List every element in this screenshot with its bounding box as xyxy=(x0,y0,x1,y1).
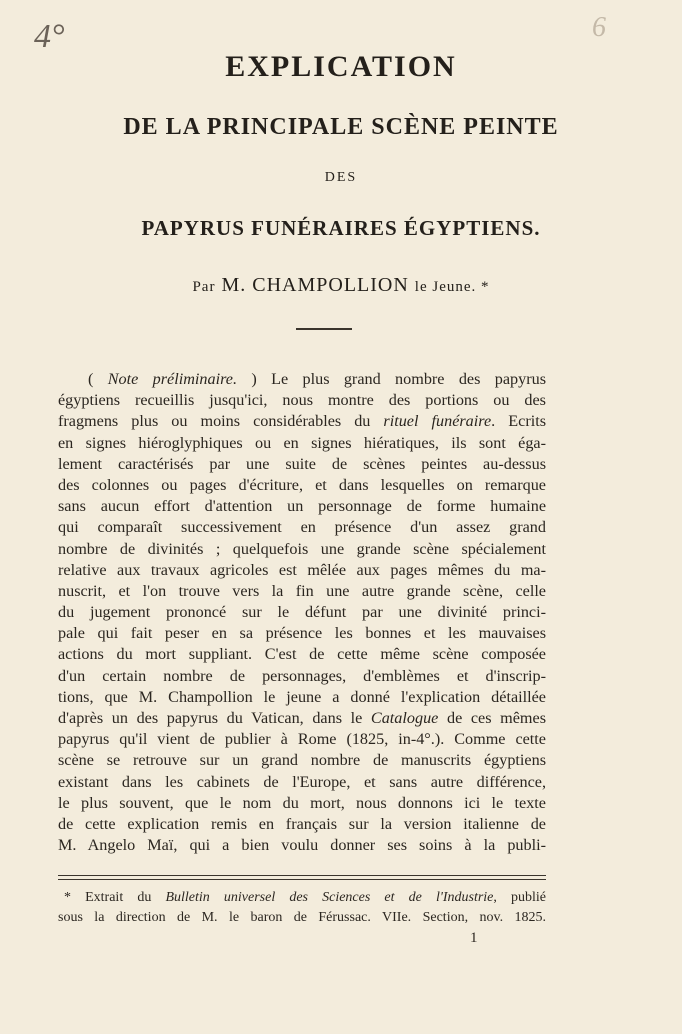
body-line: pale qui fait peser en sa présence les bonnes et les mauvaises xyxy=(58,624,546,643)
body-paragraph xyxy=(58,369,546,856)
body-line: nombre de divinités ; quelquefois une grande scène spécialement xyxy=(58,539,546,558)
body-line: actions du mort suppliant. C'est de cette même scène composée xyxy=(58,645,546,664)
body-line: en signes hiéroglyphiques ou en signes hiératiques, ils sont éga- xyxy=(58,433,546,452)
body-line: d'après un des papyrus du Vatican, dans le Catalogue de ces mêmes xyxy=(58,709,546,727)
footnote-rule xyxy=(58,875,546,876)
author-name: M. CHAMPOLLION xyxy=(221,274,409,296)
body-line: relative aux travaux agricoles est mêlée aux pages mêmes du ma- xyxy=(58,560,546,579)
bulletin-title: Bulletin universel des Sciences et de l'Industrie xyxy=(165,890,494,905)
catalogue-term: Catalogue xyxy=(370,709,439,727)
title-line-3: DES xyxy=(324,170,358,185)
footnote-line: sous la direction de M. le baron de Férussac. VIIe. Section, nov. 1825. xyxy=(58,910,546,925)
page-number: 1 xyxy=(470,930,478,946)
body-line: sans aucun effort d'attention un personnage de forme humaine xyxy=(58,497,546,516)
body-line: scène se retrouve sur un grand nombre de manuscrits égyptiens xyxy=(58,751,546,770)
body-line: qui comparaît successivement en présence d'un assez grand xyxy=(58,518,546,537)
title-line-1: EXPLICATION xyxy=(225,50,457,83)
rituel-term: rituel funéraire xyxy=(383,412,492,431)
body-line: des colonnes ou pages d'écriture, et dans lesquelles on remarque xyxy=(58,475,546,494)
body-line: ( Note préliminaire. ) Le plus grand nombre des papyrus xyxy=(88,370,546,388)
body-line: tions, que M. Champollion le jeune a donné l'explication détaillée xyxy=(58,687,546,706)
handwritten-annotation-left: 4° xyxy=(34,18,65,55)
body-line: lement caractérisés par une suite de scènes peintes au-dessus xyxy=(58,454,546,473)
title-line-4: PAPYRUS FUNÉRAIRES ÉGYPTIENS. xyxy=(141,216,541,240)
body-line: fragmens plus ou moins considérables du rituel funéraire. Ecrits xyxy=(58,412,546,431)
footnote xyxy=(58,888,546,928)
body-line: existant dans les cabinets de l'Europe, et sans autre différence, xyxy=(58,772,546,791)
title-divider xyxy=(296,328,352,330)
footnote-line: * Extrait du Bulletin universel des Sciences et de l'Industrie, publié xyxy=(64,890,546,905)
body-line: le plus souvent, que le nom du mort, nous donnons ici le texte xyxy=(58,793,546,812)
body-line: M. Angelo Maï, qui a bien voulu donner ses soins à la publi- xyxy=(58,836,546,855)
body-line: papyrus qu'il vient de publier à Rome (1825, in-4°.). Comme cette xyxy=(58,730,546,749)
body-line: de cette explication remis en français sur la version italienne de xyxy=(58,814,546,833)
author-prefix: Par xyxy=(192,279,216,295)
body-line: d'un certain nombre de personnages, d'emblèmes et d'inscrip- xyxy=(58,666,546,685)
body-line: du jugement prononcé sur le défunt par une divinité princi- xyxy=(58,603,546,622)
author-line xyxy=(0,274,682,297)
author-suffix: le Jeune. * xyxy=(414,279,490,295)
footnote-rule-secondary xyxy=(58,879,546,880)
note-label: Note préliminaire. xyxy=(107,370,238,388)
body-line: nuscrit, et l'on trouve vers la fin une autre grande scène, celle xyxy=(58,581,546,600)
handwritten-annotation-right: 6 xyxy=(592,12,606,43)
title-line-2: DE LA PRINCIPALE SCÈNE PEINTE xyxy=(123,114,559,140)
body-line: égyptiens recueillis jusqu'ici, nous montre des portions ou des xyxy=(58,391,546,410)
